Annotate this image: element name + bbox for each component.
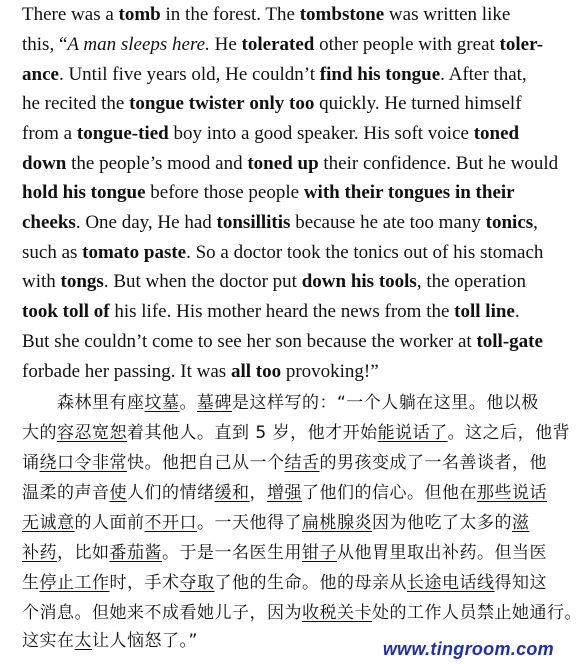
vocab-term: with their tongues in their <box>303 182 515 203</box>
text-segment: with <box>22 271 61 292</box>
vocab-term: find his tongue <box>319 64 441 85</box>
translated-term: 那些说话 <box>477 483 547 503</box>
text-segment: 的人面前 <box>74 513 145 533</box>
english-line <box>22 119 538 149</box>
text-segment: 了他的生命。他的母亲从 <box>214 573 407 593</box>
translated-term: 滋 <box>512 513 530 533</box>
text-segment: 森林里有座 <box>22 393 145 413</box>
text-segment: . After that, <box>440 64 527 85</box>
translated-term: 无诚意 <box>22 513 75 533</box>
translated-term: 结舌 <box>284 453 320 473</box>
vocab-term: toned <box>473 123 520 144</box>
text-segment: 大的 <box>22 423 57 443</box>
english-line <box>22 30 544 60</box>
text-segment: their confidence. But he would <box>318 153 559 174</box>
translated-term: 非常 <box>92 453 127 473</box>
vocab-term: tolerated <box>241 34 315 55</box>
chinese-line <box>22 448 547 478</box>
english-line <box>22 238 544 268</box>
translated-term: 番茄酱 <box>109 543 162 563</box>
translated-term: 补药 <box>22 543 57 563</box>
text-segment: 了他们的信心。但他在 <box>302 483 477 503</box>
vocab-term: hold his tongue <box>22 182 146 203</box>
text-segment: 个消息。但她来不成看她儿子，因为 <box>22 603 302 623</box>
vocab-term: tonsillitis <box>216 212 291 233</box>
text-segment: from a <box>22 123 77 144</box>
english-line <box>22 208 538 238</box>
vocab-term: all too <box>230 361 282 382</box>
translated-term: 夺取 <box>179 573 215 593</box>
chinese-line <box>22 538 547 568</box>
text-segment: A man sleeps here. <box>67 34 210 55</box>
vocab-term: cheeks <box>22 212 76 233</box>
translated-term: 使 <box>109 483 127 503</box>
text-segment: other people with great <box>314 34 500 55</box>
vocab-term: down <box>22 153 67 174</box>
chinese-line <box>22 508 542 538</box>
vocab-term: tongue twister <box>129 93 245 114</box>
translated-term: 绕口令 <box>39 453 92 473</box>
vocab-term: tongs <box>60 271 104 292</box>
vocab-term: ance <box>22 64 59 85</box>
translated-term: 坟墓 <box>144 393 180 413</box>
site-watermark: www.tingroom.com <box>382 639 554 659</box>
text-segment: provoking!” <box>281 361 379 382</box>
translated-term: 墓碑 <box>197 393 232 413</box>
text-segment: ，比如 <box>57 543 110 563</box>
translated-term: 太 <box>74 631 92 651</box>
text-segment: 。于是一名医生用 <box>162 543 302 563</box>
text-segment: 是这样写的：“一个人躺在这里。他以极 <box>232 393 539 413</box>
chinese-line <box>22 388 542 418</box>
text-segment: such as <box>22 242 83 263</box>
text-segment: in the forest. The <box>160 4 300 25</box>
english-line <box>22 149 559 179</box>
vocab-term: tomato paste <box>82 242 187 263</box>
translated-term: 容忍 <box>57 423 92 443</box>
text-segment: , the operation <box>416 271 527 292</box>
text-segment: he recited the <box>22 93 130 114</box>
text-segment: 。 <box>179 393 197 413</box>
vocab-term: toler- <box>499 34 544 55</box>
text-segment: 的男孩变成了一名善谈者，他 <box>319 453 547 473</box>
english-line <box>22 0 538 30</box>
chinese-line <box>22 568 547 598</box>
translated-term: 增强 <box>267 483 302 503</box>
text-segment: boy into a good speaker. His soft voice <box>168 123 474 144</box>
translated-term: 收税关卡 <box>302 603 372 623</box>
text-segment: 温柔的声音 <box>22 483 110 503</box>
text-segment: the people’s mood and <box>66 153 248 174</box>
vocab-term: down his tools <box>301 271 417 292</box>
english-line <box>22 357 538 387</box>
text-segment: 。这之后，他背 <box>447 423 571 443</box>
text-segment: 因为他吃了太多的 <box>372 513 512 533</box>
translated-term: 停止工作 <box>39 573 110 593</box>
english-line <box>22 60 538 90</box>
vocab-term: toned up <box>247 153 319 174</box>
text-segment: quickly. He turned himself <box>314 93 522 114</box>
text-segment: There was a <box>22 4 119 25</box>
text-segment: . <box>514 301 520 322</box>
english-line <box>22 267 538 297</box>
text-segment: 诵 <box>22 453 40 473</box>
text-segment: , <box>533 212 538 233</box>
text-segment: 处的工作人员禁止她通行。 <box>372 603 582 623</box>
translated-term: 宽恕 <box>92 423 127 443</box>
text-segment: 得知这 <box>494 573 547 593</box>
text-segment: ， <box>249 483 267 503</box>
text-segment: 时，手术 <box>109 573 180 593</box>
text-segment: He <box>209 34 242 55</box>
text-segment: 从他胃里取出补药。但当医 <box>337 543 547 563</box>
text-segment: because he ate too many <box>290 212 486 233</box>
english-line <box>22 178 538 208</box>
translated-term: 扁桃腺炎 <box>302 513 372 533</box>
text-segment: . So a doctor took the tonics out of his stomach <box>186 242 544 263</box>
chinese-line <box>22 598 582 628</box>
text-segment: 生 <box>22 573 40 593</box>
vocab-term: tombstone <box>299 4 385 25</box>
vocab-term: tongue-tied <box>76 123 169 144</box>
vocab-term: tomb <box>118 4 161 25</box>
vocab-term: tonics <box>485 212 534 233</box>
translated-term: 能说话了 <box>377 423 448 443</box>
chinese-line <box>22 478 547 508</box>
translated-term: 缓和 <box>214 483 250 503</box>
text-segment: 让人恼怒了。” <box>92 631 198 651</box>
vocab-term: took toll of <box>22 301 110 322</box>
text-segment: 着其他人。直到 5 岁，他才开始 <box>127 423 378 443</box>
text-segment: forbade her passing. It was <box>22 361 231 382</box>
text-segment: But she couldn’t come to see her son because the worker at <box>22 331 477 352</box>
translated-term: 长途电话线 <box>407 573 495 593</box>
text-segment: . But when the doctor put <box>103 271 302 292</box>
text-segment: . One day, He had <box>75 212 217 233</box>
translated-term: 不开口 <box>144 513 197 533</box>
english-line <box>22 327 543 357</box>
text-segment: 人们的情绪 <box>127 483 215 503</box>
text-segment: before those people <box>145 182 304 203</box>
vocab-term: toll line <box>454 301 515 322</box>
vocab-term: only too <box>249 93 315 114</box>
text-segment: was written like <box>384 4 511 25</box>
chinese-line <box>22 418 571 448</box>
text-segment: his life. His mother heard the news from the <box>109 301 455 322</box>
text-segment: 。一天他得了 <box>197 513 302 533</box>
text-segment: this, “ <box>22 34 68 55</box>
translated-term: 钳子 <box>302 543 337 563</box>
text-segment: . Until five years old, He couldn’t <box>58 64 320 85</box>
text-segment: 快。他把自己从一个 <box>127 453 285 473</box>
text-segment: 这实在 <box>22 631 75 651</box>
english-line <box>22 89 538 119</box>
vocab-term: toll-gate <box>476 331 543 352</box>
english-line <box>22 297 538 327</box>
